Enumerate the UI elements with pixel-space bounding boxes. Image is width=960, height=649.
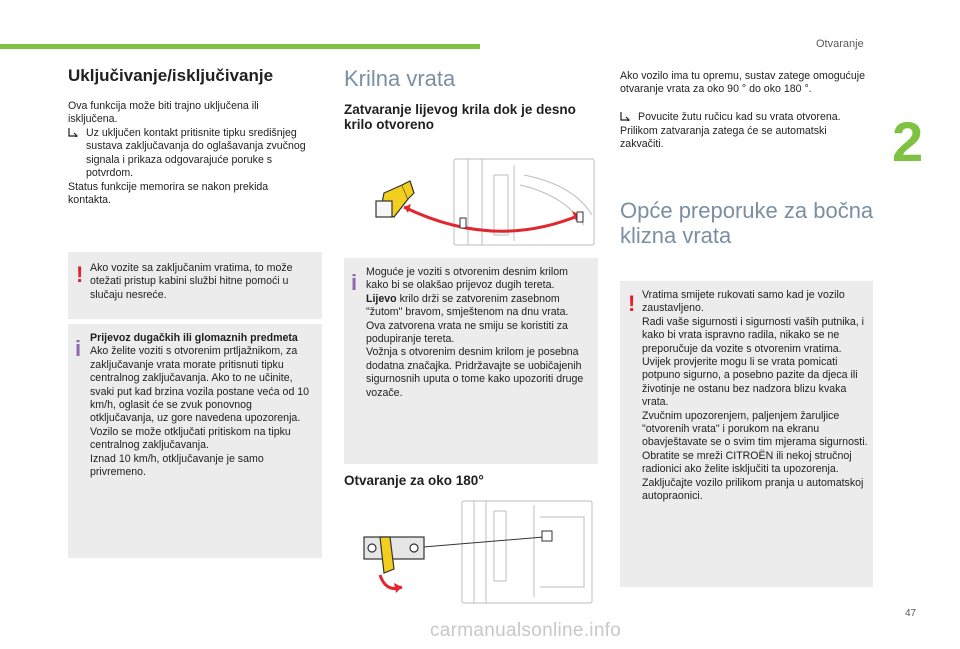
bullet-arrow-icon — [620, 111, 634, 125]
page-number: 47 — [905, 608, 917, 619]
col1-status: Status funkcije memorira se nakon prekida kontakta. — [68, 181, 269, 207]
info-paragraph-1: Ako želite voziti s otvorenim prtljažnikom, za zaključavanje vrata morate pritisnuti tipku centralnog zaključavanja. Ako to ne učinite, svaki put kad brzina vozila postane veća od 10 km/h, oglasit će se zvuk ponovnog otključavanja, uz gore navedena upozorenja. — [90, 345, 310, 425]
warning-icon: ! — [76, 262, 84, 287]
info-icon: i — [351, 270, 358, 295]
title-krilna-vrata: Krilna vrata — [344, 66, 456, 91]
info-box-2 — [344, 258, 598, 464]
info-icon: i — [75, 336, 82, 361]
illustration-door-check-strap — [344, 497, 598, 607]
subtitle-otvaranje-180: Otvaranje za oko 180° — [344, 473, 484, 488]
info-paragraph-3: Iznad 10 km/h, otključavanje je samo privremeno. — [90, 452, 264, 479]
info2-paragraph-3: Ova zatvorena vrata ne smiju se koristiti za podupiranje tereta. — [366, 319, 568, 346]
warning-icon: ! — [628, 291, 636, 316]
warning-text-1: Ako vozite sa zaključanim vratima, to može otežati pristup kabini službi hitne pomoći u slučaju nesreće. — [90, 262, 293, 301]
section-label: Otvaranje — [816, 38, 864, 50]
col1-bullet — [68, 127, 308, 181]
col1-bullet-text: Uz uključen kontakt pritisnite tipku središnjeg sustava zaključavanja do oglašavanja zvučnog signala i prikaza odgovarajuće poruke s potvrdom. — [86, 127, 306, 180]
col3-bullet — [620, 111, 874, 125]
chapter-number: 2 — [892, 110, 924, 173]
warning-box-2 — [620, 281, 873, 587]
col3-after: Prilikom zatvaranja zatega će se automatski zakvačiti. — [620, 125, 827, 151]
title-opce-preporuke: Opće preporuke za bočna klizna vrata — [620, 198, 874, 248]
col1-intro: Ova funkcija može biti trajno uključena ili isključena. — [68, 100, 259, 126]
info-title: Prijevoz dugačkih ili glomaznih predmeta — [90, 332, 298, 344]
green-accent-bar — [0, 44, 480, 49]
watermark-link[interactable]: carmanualsonline.info — [430, 620, 622, 641]
illustration-left-wing-lock — [344, 155, 598, 247]
warning-text-2: Vratima smijete rukovati samo kad je vozilo zaustavljeno. Radi vaše sigurnosti i sigurnosti vaših putnika, i kako bi vrata ispravno radila, nikako se ne preporučuje da vozite s otvorenim vratima. Uvijek provjerite mogu li se vrata pomicati potpuno sigurno, a posebno pazite da djeca ili životinje ne ostanu bez nadzora blizu kvaka vrata. Zvučnim upozorenjem, paljenjem žaruljice "otvorenih vrata" i porukom na ekranu obavještavate se o svim tim mjerama sigurnosti. Obratite se mreži CITROËN ili nekoj stručnoj radionici ako želite isključiti ta upozorenja. Zaključajte vozilo prilikom pranja u automatskoj autopraonici. — [642, 289, 868, 503]
warning-box-1 — [68, 252, 322, 319]
info2-paragraph-2: krilo drži se zatvorenim zasebnom "žutom" bravom, smještenom na dnu vrata. — [366, 292, 569, 319]
info2-paragraph-1: Moguće je voziti s otvorenim desnim krilom kako bi se olakšao prijevoz dugih tereta. — [366, 266, 568, 292]
subtitle-zatvaranje: Zatvaranje lijevog krila dok je desno krilo otvoreno — [344, 102, 576, 132]
info2-paragraph-4: Vožnja s otvorenim desnim krilom je posebna dodatna značajka. Pridržavajte se uobičajenih sigurnosnih uputa o tome kako upozoriti druge vozače. — [366, 346, 584, 399]
title-ukljucivanje: Uključivanje/isključivanje — [68, 66, 274, 85]
info-box-1 — [68, 324, 322, 558]
info2-bold-lijevo: Lijevo — [366, 292, 397, 305]
bullet-arrow-icon — [68, 127, 82, 181]
col3-intro: Ako vozilo ima tu opremu, sustav zatege omogućuje otvaranje vrata za oko 90 ° do oko 180 °. — [620, 70, 865, 96]
info-paragraph-2: Vozilo se može otključati pritiskom na tipku centralnog zaključavanja. — [90, 425, 291, 452]
col3-bullet-text: Povucite žutu ručicu kad su vrata otvorena. — [638, 111, 841, 123]
